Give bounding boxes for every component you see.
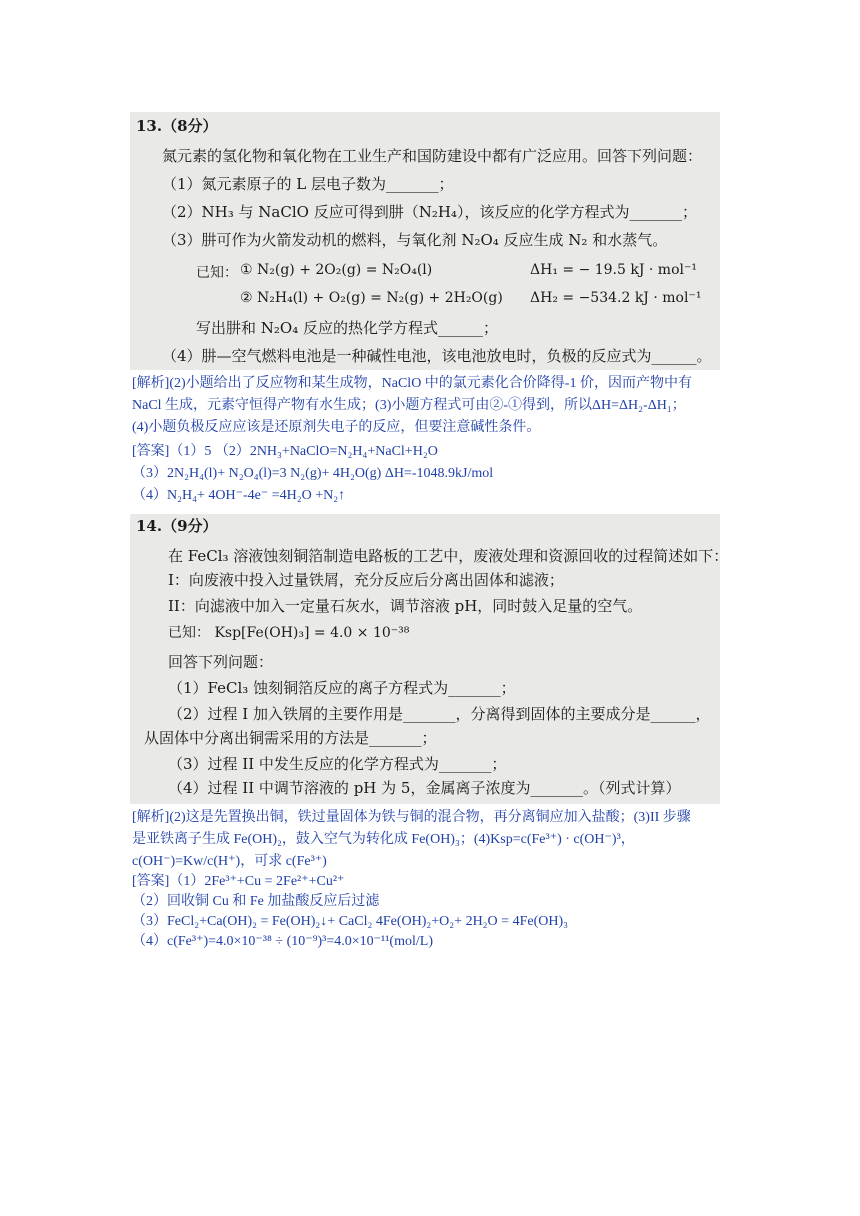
question-14-part3: （3）过程 II 中发生反应的化学方程式为_______； <box>168 755 507 773</box>
question-14-ask: 回答下列问题： <box>168 653 274 671</box>
delta-h2: ΔH₂ = −534.2 kJ · mol⁻¹ <box>530 290 702 306</box>
question-14-step1: I：向废液中投入过量铁屑，充分反应后分离出固体和滤液； <box>168 571 564 589</box>
analysis-14-line2: 是亚铁离子生成 Fe(OH)₂，鼓入空气为转化成 Fe(OH)₃；(4)Ksp=c(Fe³⁺) · c(OH⁻)³， <box>132 832 635 847</box>
delta-h1: ΔH₁ = − 19.5 kJ · mol⁻¹ <box>530 262 697 278</box>
analysis-13-line2: NaCl 生成，元素守恒得产物有水生成；(3)小题方程式可由②-①得到，所以ΔH=ΔH₂-ΔH₁； <box>132 398 686 413</box>
question-14-intro: 在 FeCl₃ 溶液蚀刻铜箔制造电路板的工艺中，废液处理和资源回收的过程简述如下： <box>168 547 729 565</box>
analysis-13-line3: (4)小题负极反应应该是还原剂失电子的反应，但要注意碱性条件。 <box>132 420 541 435</box>
answer-13-line3: （4）N₂H₄+ 4OH⁻-4e⁻ =4H₂O +N₂↑ <box>132 488 346 503</box>
equation-2: ② N₂H₄(l) + O₂(g) = N₂(g) + 2H₂O(g) <box>240 290 503 306</box>
answer-14-line4: （4）c(Fe³⁺)=4.0×10⁻³⁸ ÷ (10⁻⁹)³=4.0×10⁻¹¹(mol/L) <box>132 934 433 949</box>
analysis-13-line1: [解析](2)小题给出了反应物和某生成物，NaClO 中的氯元素化合价降得-1 价，因而产物中有 <box>132 376 692 391</box>
question-13-part2: （2）NH₃ 与 NaClO 反应可得到肼（N₂H₄），该反应的化学方程式为_______； <box>162 203 697 221</box>
question-13-part3: （3）肼可作为火箭发动机的燃料，与氧化剂 N₂O₄ 反应生成 N₂ 和水蒸气。 <box>162 231 668 249</box>
question-14-scan <box>130 514 729 804</box>
question-14-part2: （2）过程 I 加入铁屑的主要作用是_______，分离得到固体的主要成分是______， <box>168 705 711 723</box>
question-14-title: 14.（9分） <box>136 517 218 535</box>
question-13-part4: （4）肼—空气燃料电池是一种碱性电池，该电池放电时，负极的反应式为______。 <box>162 347 712 365</box>
answer-13-line1: [答案]（1）5 （2）2NH₃+NaClO=N₂H₄+NaCl+H₂O <box>132 444 438 459</box>
answer-14-line1: [答案]（1）2Fe³⁺+Cu = 2Fe²⁺+Cu²⁺ <box>132 874 345 889</box>
question-14-step2: II：向滤液中加入一定量石灰水，调节溶液 pH，同时鼓入足量的空气。 <box>168 597 643 615</box>
question-14-part1: （1）FeCl₃ 蚀刻铜箔反应的离子方程式为_______； <box>168 679 516 697</box>
question-14-part4: （4）过程 II 中调节溶液的 pH 为 5，金属离子浓度为_______。（列式计算） <box>168 779 681 797</box>
known-label: 已知： <box>196 265 238 281</box>
question-13-scan <box>130 112 720 370</box>
analysis-14-line1: [解析](2)这是先置换出铜，铁过量固体为铁与铜的混合物，再分离铜应加入盐酸；(3)II 步骤 <box>132 810 691 825</box>
analysis-14-line3: c(OH⁻)=Kw/c(H⁺)，可求 c(Fe³⁺) <box>132 854 327 869</box>
question-13-intro: 氮元素的氢化物和氧化物在工业生产和国防建设中都有广泛应用。回答下列问题： <box>162 147 703 165</box>
answer-14-line3: （3）FeCl₂+Ca(OH)₂ = Fe(OH)₂↓+ CaCl₂ 4Fe(OH)₂+O₂+ 2H₂O = 4Fe(OH)₃ <box>132 914 568 929</box>
question-13-part1: （1）氮元素原子的 L 层电子数为_______； <box>162 175 454 193</box>
question-14-part2b: 从固体中分离出铜需采用的方法是_______； <box>144 729 437 747</box>
equation-1: ① N₂(g) + 2O₂(g) = N₂O₄(l) <box>240 262 433 278</box>
question-13-title: 13.（8分） <box>136 117 218 135</box>
question-14-known: 已知： Ksp[Fe(OH)₃] = 4.0 × 10⁻³⁸ <box>168 625 410 641</box>
answer-14-line2: （2）回收铜 Cu 和 Fe 加盐酸反应后过滤 <box>132 894 380 909</box>
question-13-part3b: 写出肼和 N₂O₄ 反应的热化学方程式______； <box>196 319 498 337</box>
answer-13-line2: （3）2N₂H₄(l)+ N₂O₄(l)=3 N₂(g)+ 4H₂O(g) ΔH=-1048.9kJ/mol <box>132 466 494 481</box>
